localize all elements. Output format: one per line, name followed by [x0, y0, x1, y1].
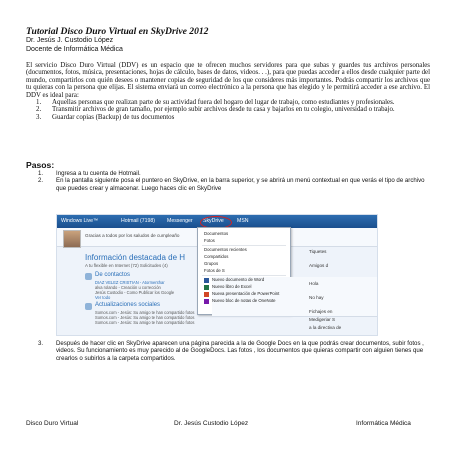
list-text: Aquellas personas que realizan parte de su actividad fuera del hogaro del lugar de trabajo, como estudiantes y profesionales.: [52, 99, 395, 107]
list-number: 3.: [36, 113, 42, 121]
nav-messenger[interactable]: Messenger: [167, 218, 193, 224]
social-updates-icon: [85, 303, 92, 310]
footer-center: Dr. Jesús Custodio López: [174, 420, 249, 427]
skydrive-context-menu: [197, 227, 291, 315]
menu-item-new-onenote[interactable]: Nuevo bloc de notas de OneNote: [212, 298, 378, 317]
step-item: [26, 177, 430, 192]
nav-msn[interactable]: MSN: [237, 218, 249, 224]
intro-list-item: [26, 114, 430, 121]
intro-paragraph: El servicio Disco Duro Virtual (DDV) es un espacio que te ofrecen muchos servidores para que subas y guardes tus archivos personales (documentos, fotos, música, presentaciones, hojas de cálculo, bases de datos, videos. . .), para que puedas acceder a ellos desde cualquier parte del mundo, compartirlos con quién desees o mantener copias de seguridad de los que consideres más importantes. Podrás compartir los archivos que tu quieras con la persona que elijas. El sistema enviará un correo electrónico a la persona que has elegido y le permitirá acceder a ese archivo. El DDV es ideal para:: [26, 62, 430, 99]
footer-right: Informática Médica: [356, 420, 411, 427]
menu-item-recent[interactable]: Documentos recientes: [204, 247, 247, 252]
sidebar-label: No hay: [309, 295, 324, 300]
step-number: 3.: [38, 340, 44, 347]
step-item-3: [26, 340, 430, 362]
steps-section: [26, 160, 430, 192]
step-text: En la pantalla siguiente posa el puntero en SkyDrive, en la barra superior, y se abrirá un menú contextual en que verás el tipo de archivo que puedes crear y almacenar. Luego haces clic en SkyDrive: [56, 177, 425, 192]
author-name: Dr. Jesús J. Custodio López: [26, 37, 114, 44]
sidebar-label: a la directiva de: [309, 325, 342, 330]
social-updates-title[interactable]: Actualizaciones sociales: [95, 302, 161, 308]
see-all-link[interactable]: [95, 295, 110, 300]
feed-row-text: Jesús Custodio - Como Publicar los Google: [95, 290, 175, 295]
intro-section: [26, 62, 430, 121]
step-text: Después de hacer clic en SkyDrive aparecen una página parecida a la de Google Docs en la que podrás crear documentos, subir fotos , videos. Su funcionamiento es muy parecido al de GoogleDocs. Las fotos , los documentos que quieras compartir con alguien tienes que crearlos o subirlos a la carpeta compartidos.: [56, 340, 424, 362]
sidebar-label: Fichajes en: [309, 309, 333, 314]
steps-list: [26, 170, 430, 192]
sidebar-label: Hola: [309, 281, 319, 286]
step-item: [26, 170, 430, 177]
menu-divider: [202, 275, 286, 276]
list-text: Guardar copias (Backup) de tus documentos: [52, 113, 175, 121]
list-number: 2.: [36, 106, 42, 114]
menu-item-new-powerpoint[interactable]: Nueva presentación de PowerPoint: [212, 291, 378, 310]
step-number: 1.: [38, 170, 44, 177]
featured-heading: Información destacada de H: [85, 253, 186, 262]
contacts-icon: [85, 273, 92, 280]
intro-list-item: [26, 106, 430, 113]
steps-heading: Pasos:: [26, 160, 55, 170]
excel-icon: [204, 285, 209, 290]
menu-divider: [202, 245, 286, 246]
featured-subtitle: A tu flexible en Internet (72) Solicitudes (4): [85, 263, 168, 268]
list-text: Transmitir archivos de gran tamaño, por ejemplo subir archivos desde tu casa y bajarlos en tu colegio, universidad o trabajo.: [52, 106, 395, 114]
contacts-section-title[interactable]: De contactos: [95, 272, 131, 278]
nav-windows-live[interactable]: Windows Live™: [61, 218, 99, 224]
footer-left: Disco Duro Virtual: [26, 420, 79, 427]
step-number: 2.: [38, 177, 44, 185]
sidebar-label[interactable]: Amigos d: [309, 263, 329, 268]
onenote-icon: [204, 299, 209, 304]
intro-list: [26, 99, 430, 121]
powerpoint-icon: [204, 292, 209, 297]
step-text: Ingresa a tu cuenta de Hotmail.: [56, 170, 141, 177]
right-sidebar: [305, 249, 377, 336]
list-number: 1.: [36, 99, 42, 107]
document-header: [26, 26, 426, 54]
nav-hotmail[interactable]: Hotmail (7198): [121, 218, 156, 224]
nav-skydrive[interactable]: SkyDrive: [203, 218, 224, 224]
word-icon: [204, 278, 209, 283]
sidebar-label: Tiquetes: [309, 249, 327, 254]
sidebar-label: Medigeriar S: [309, 317, 336, 322]
menu-item-documentos[interactable]: Documentos: [204, 231, 229, 236]
feed-row-text: Somos.com - Jesús: Su amigo te han compartido fotos: [95, 320, 195, 325]
feed-row-text: alva rolando - Creación u corrección: [95, 285, 161, 290]
avatar: [63, 230, 81, 248]
see-all-text: Ver todo: [95, 295, 111, 300]
menu-item-photos-of[interactable]: Fotos de S: [204, 268, 225, 273]
intro-list-item: [26, 99, 430, 106]
menu-item-new-word[interactable]: Nuevo documento de Word: [212, 277, 378, 296]
feed-row-text: Somos.com - Jesús: Su amigo te han compartido fotos: [95, 310, 195, 315]
status-greeting: Gracias a todos por los saludos de cumpleaño: [85, 233, 180, 238]
menu-item-groups[interactable]: Grupos: [204, 261, 219, 266]
feed-row[interactable]: [95, 320, 194, 325]
skydrive-screenshot: [56, 214, 378, 336]
author-role: Docente de Informática Médica: [26, 45, 123, 53]
document-title: Tutorial Disco Duro Virtual en SkyDrive 2012: [26, 26, 209, 37]
feed-row-text: DIAZ VELEZ CRISTIAN - Atormenthar: [95, 280, 165, 285]
menu-item-fotos[interactable]: Fotos: [204, 238, 215, 243]
menu-item-shared[interactable]: Compartidos: [204, 254, 229, 259]
feed-row-text: Somos.com - Jesús: Su amigo te han compartido fotos: [95, 315, 195, 320]
menu-item-new-excel[interactable]: Nuevo libro de Excel: [212, 284, 378, 303]
